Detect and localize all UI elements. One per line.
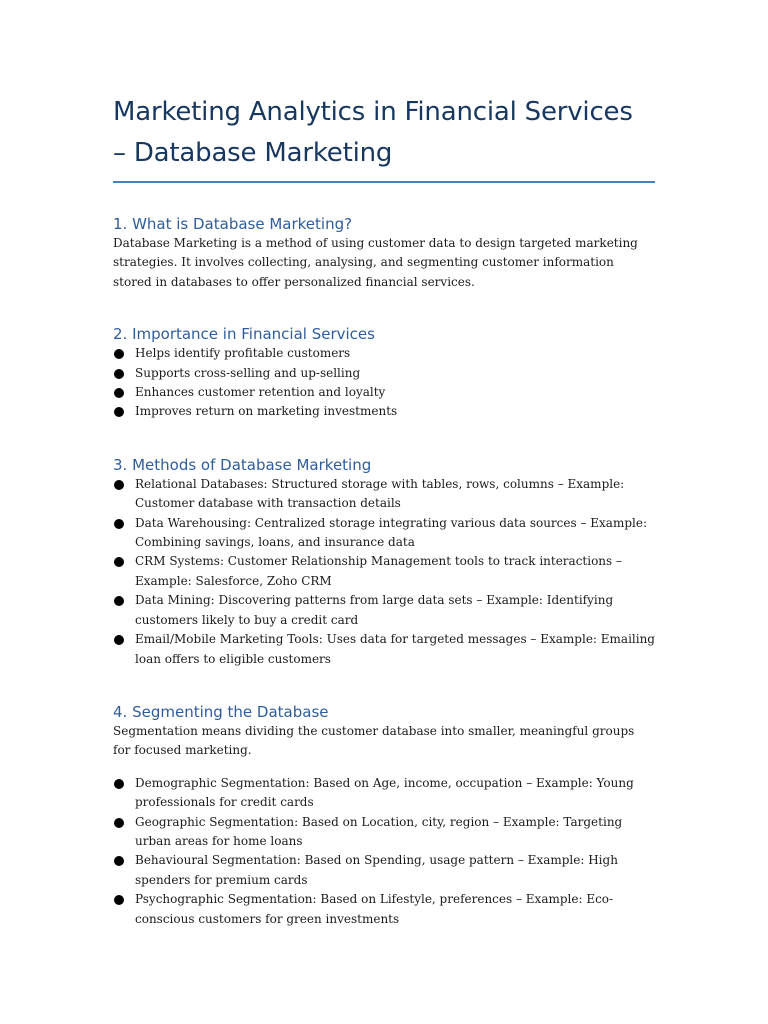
list-item bbox=[113, 813, 655, 852]
bullet-icon bbox=[114, 407, 124, 417]
document-page bbox=[113, 92, 655, 929]
bullet-icon bbox=[114, 856, 124, 866]
bullet-list bbox=[113, 344, 655, 422]
section-importance bbox=[113, 324, 655, 422]
list-item bbox=[113, 774, 655, 813]
section-paragraph: Segmentation means dividing the customer database into smaller, meaningful groups for focused marketing. bbox=[113, 723, 635, 758]
bullet-icon bbox=[114, 519, 124, 529]
list-item-text: Relational Databases: Structured storage with tables, rows, columns – Example: Customer database with transaction details bbox=[135, 476, 625, 511]
section-segmenting bbox=[113, 702, 655, 929]
section-heading: 3. Methods of Database Marketing bbox=[113, 455, 372, 474]
bullet-list bbox=[113, 774, 655, 929]
section-paragraph: Database Marketing is a method of using customer data to design targeted marketing strategies. It involves collecting, analysing, and segmenting customer information stored in databases to offer personalized financial services. bbox=[113, 236, 638, 289]
list-item-text: Psychographic Segmentation: Based on Lifestyle, preferences – Example: Eco-conscious customers for green investments bbox=[135, 892, 614, 926]
section-heading: 2. Importance in Financial Services bbox=[113, 325, 375, 344]
section-methods bbox=[113, 455, 655, 669]
bullet-icon bbox=[114, 895, 124, 905]
list-item bbox=[113, 630, 655, 669]
bullet-icon bbox=[114, 818, 124, 828]
list-item-text: Behavioural Segmentation: Based on Spending, usage pattern – Example: High spenders for premium cards bbox=[135, 853, 618, 887]
list-item-text: Data Mining: Discovering patterns from large data sets – Example: Identifying customers likely to buy a credit card bbox=[135, 593, 614, 627]
bullet-list bbox=[113, 475, 655, 669]
bullet-icon bbox=[114, 557, 124, 567]
list-item bbox=[113, 475, 655, 514]
list-item bbox=[113, 364, 655, 383]
list-item bbox=[113, 402, 655, 421]
bullet-icon bbox=[114, 779, 124, 789]
list-item-text: Data Warehousing: Centralized storage integrating various data sources – Example: Combining savings, loans, and insurance data bbox=[135, 515, 647, 550]
list-item-text: CRM Systems: Customer Relationship Management tools to track interactions – Example: Salesforce, Zoho CRM bbox=[135, 554, 623, 588]
section-heading: 1. What is Database Marketing? bbox=[113, 215, 353, 233]
list-item bbox=[113, 514, 655, 553]
page-title-line-1: Marketing Analytics in Financial Services bbox=[113, 97, 633, 127]
section-heading: 4. Segmenting the Database bbox=[113, 702, 329, 721]
bullet-icon bbox=[114, 388, 124, 398]
bullet-icon bbox=[114, 480, 124, 490]
bullet-icon bbox=[114, 369, 124, 379]
title-divider bbox=[113, 181, 655, 183]
list-item bbox=[113, 851, 655, 890]
list-item-text: Enhances customer retention and loyalty bbox=[135, 385, 386, 400]
list-item-text: Helps identify profitable customers bbox=[135, 346, 351, 361]
list-item-text: Geographic Segmentation: Based on Location, city, region – Example: Targeting urban areas for home loans bbox=[135, 814, 623, 848]
list-item-text: Improves return on marketing investments bbox=[135, 404, 398, 419]
section-what-is-database-marketing bbox=[113, 214, 655, 292]
page-title-line-2: – Database Marketing bbox=[113, 138, 393, 168]
list-item bbox=[113, 591, 655, 630]
page-title bbox=[113, 92, 655, 174]
list-item bbox=[113, 344, 655, 363]
list-item bbox=[113, 890, 655, 929]
list-item-text: Demographic Segmentation: Based on Age, income, occupation – Example: Young professionals for credit cards bbox=[135, 775, 634, 810]
list-item bbox=[113, 552, 655, 591]
bullet-icon bbox=[114, 349, 124, 359]
bullet-icon bbox=[114, 635, 124, 645]
list-item-text: Supports cross-selling and up-selling bbox=[135, 365, 361, 380]
bullet-icon bbox=[114, 596, 124, 606]
list-item bbox=[113, 383, 655, 402]
list-item-text: Email/Mobile Marketing Tools: Uses data for targeted messages – Example: Emailing loan offers to eligible customers bbox=[135, 632, 655, 666]
